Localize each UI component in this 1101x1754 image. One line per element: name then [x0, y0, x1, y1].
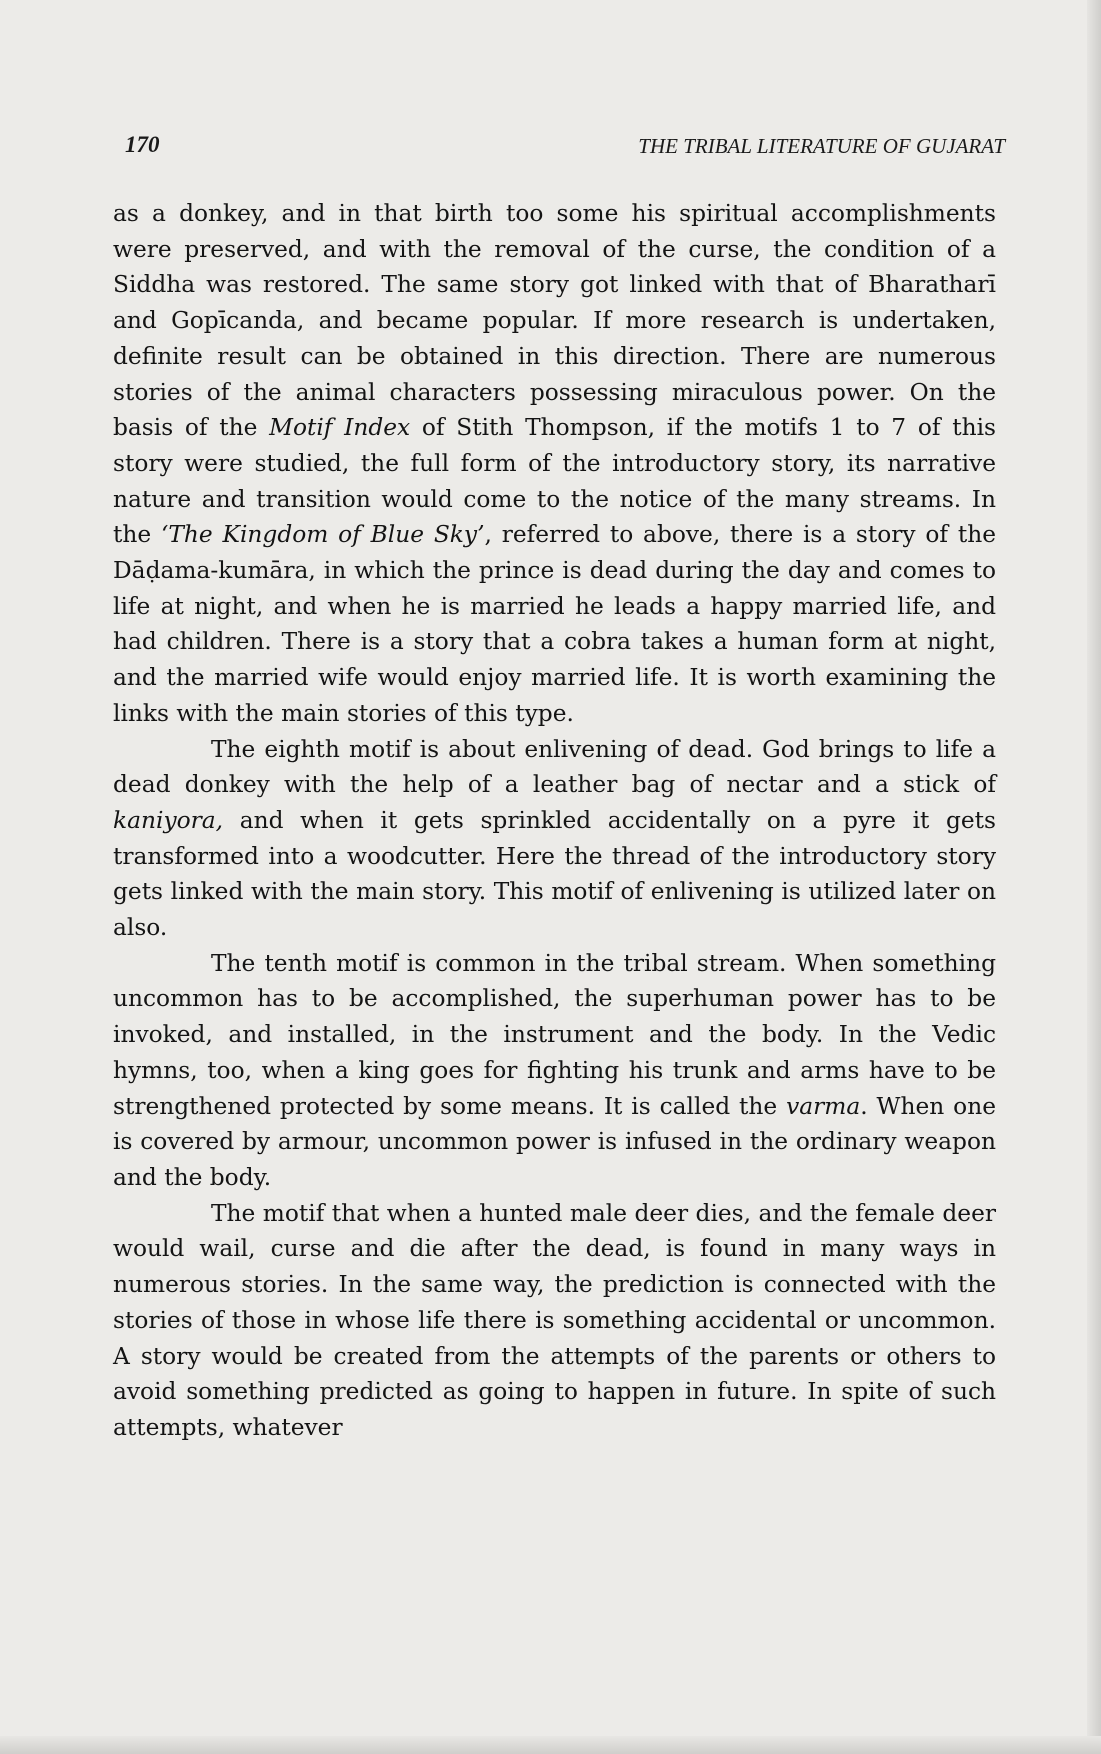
italic-text: ‘The Kingdom of Blue Sky’ — [160, 521, 485, 549]
book-title: THE TRIBAL LITERATURE OF GUJARAT — [638, 134, 1005, 158]
text-run: The eighth motif is about enlivening of dead. God brings to life a dead donkey with the help of a leather bag of nectar and a stick of — [113, 735, 996, 799]
text-run: The motif that when a hunted male deer dies, and the female deer would wail, curse and die after the dead, is found in many ways in numerous stories. In the same way, the prediction is connected with the stories of those in whose life there is something accidental or uncommon. A story would be created from the attempts of the parents or others to avoid something predicted as going to happen in future. In spite of such attempts, whatever — [113, 1199, 996, 1441]
text-run: as a donkey, and in that birth too some his spiritual accomplishments were preserved, and with the removal of the curse, the condition of a Siddha was restored. The same story got linked with that of Bharatharī and Gopīcanda, and became popular. If more research is undertaken, definite result can be obtained in this direction. There are numerous stories of the animal characters possessing miraculous power. On the basis of the — [113, 200, 996, 442]
italic-text: kaniyora, — [113, 806, 224, 834]
paragraph — [113, 732, 996, 946]
text-run: , referred to above, there is a story of the Dāḍama-kumāra, in which the prince is dead during the day and comes to life at night, and when he is married he leads a happy married life, and had children. There is a story that a cobra takes a human form at night, and the married wife would enjoy married life. It is worth examining the links with the main stories of this type. — [113, 521, 996, 727]
italic-text: varma — [786, 1092, 861, 1120]
paragraph — [113, 946, 996, 1196]
page-edge-shadow — [1087, 0, 1101, 1754]
text-run: The tenth motif is common in the tribal stream. When something uncommon has to be accomplished, the superhuman power has to be invoked, and installed, in the instrument and the body. In the Vedic hymns, too, when a king goes for fighting his trunk and arms have to be strengthened protected by some means. It is called the — [113, 949, 996, 1120]
paragraph — [113, 196, 996, 732]
body-text — [113, 196, 996, 1446]
text-run: and when it gets sprinkled accidentally on a pyre it gets transformed into a woodcutter. Here the thread of the introductory story gets linked with the main story. This motif of enlivening is utilized later on also. — [113, 806, 996, 942]
page-bottom-shadow — [0, 1736, 1101, 1754]
text-run: of Stith Thompson, if the motifs 1 to 7 of this story were studied, the full form of the introductory story, its narrative nature and transition would come to the notice of the many streams. In the — [113, 414, 996, 549]
text-run: . When one is covered by armour, uncommon power is infused in the ordinary weapon and the body. — [113, 1092, 996, 1191]
running-head — [125, 132, 1005, 162]
paragraph — [113, 1196, 996, 1446]
italic-text: Motif Index — [269, 414, 411, 442]
page-number: 170 — [125, 132, 160, 157]
